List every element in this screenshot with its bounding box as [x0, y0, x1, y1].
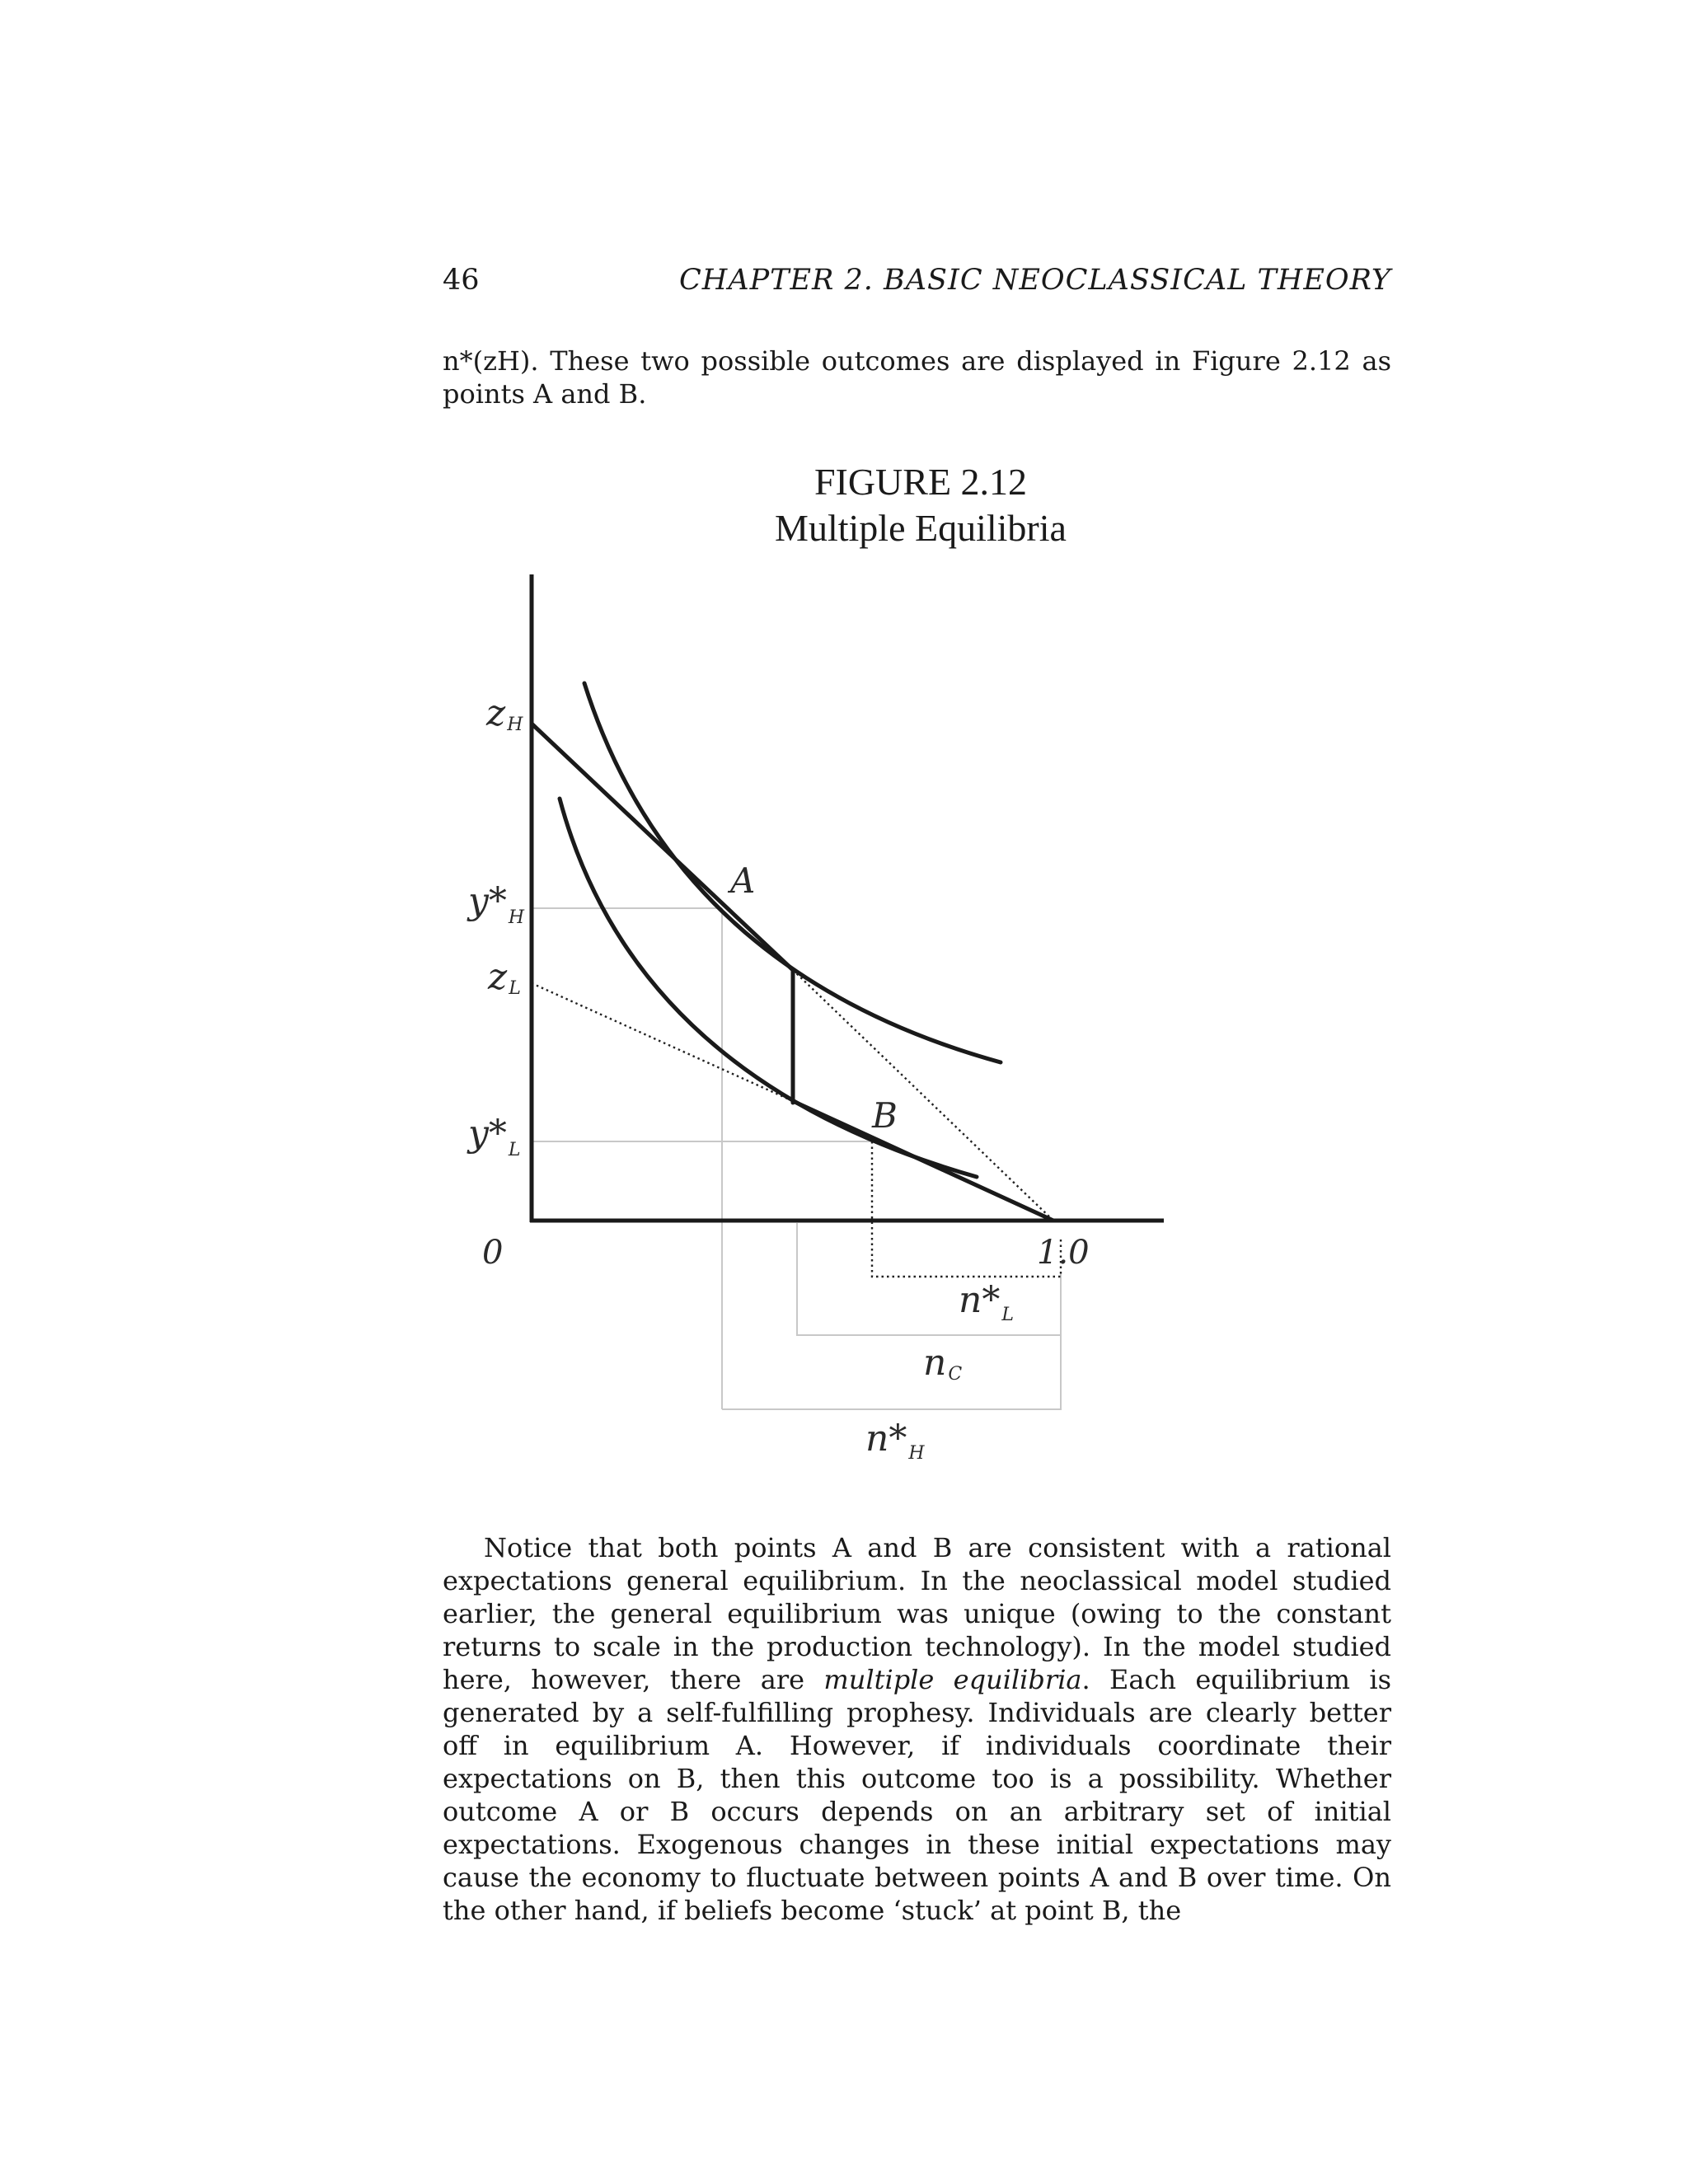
zH-budget-line — [532, 724, 793, 970]
label-nH: $n*_H$ — [865, 1418, 925, 1464]
figure-caption: Multiple Equilibria — [775, 507, 1067, 549]
nC-bracket — [797, 1223, 1061, 1335]
nH-bracket — [722, 1336, 1061, 1409]
label-yL: $y*_L$ — [468, 1113, 521, 1160]
zL-dotted-line — [532, 983, 793, 1101]
body-text-start: Notice that both points A and B are consistent with a rational expectations general equilibrium. In the neoclassical model studied earlier, the general equilibrium was unique (owing to the constant returns to scale in the production technology). In the model studied here, however, there are — [443, 1532, 1391, 1695]
body-text-emphasis: multiple equilibria — [823, 1664, 1082, 1695]
body-text-end: . Each equilibrium is generated by a self-fulfilling prophesy. Individuals are clearly better off in equilibrium A. However, if individuals coordinate their expectations on B, then this outcome too is a possibility. Whether outcome A or B occurs depends on an arbitrary set of initial expectations. Exogenous changes in these initial expectations may cause the economy to fluctuate between points A and B over time. On the other hand, if beliefs become ‘stuck’ at point B, the — [443, 1664, 1392, 1926]
figure-label: FIGURE 2.12 — [814, 461, 1028, 503]
body-paragraph — [443, 1531, 1391, 1927]
label-point-B: B — [872, 1095, 898, 1136]
lower-indifference-curve — [560, 799, 977, 1177]
label-zL: zL — [488, 956, 521, 999]
label-zH: zH — [486, 692, 523, 735]
label-one: 1.0 — [1037, 1234, 1090, 1272]
label-yH: $y*_H$ — [468, 880, 525, 928]
label-nL: $n*_L$ — [959, 1279, 1014, 1325]
intro-paragraph: n*(zH). These two possible outcomes are displayed in Figure 2.12 as points A and B. — [443, 345, 1391, 410]
running-head: CHAPTER 2. BASIC NEOCLASSICAL THEORY — [679, 264, 1391, 297]
label-point-A: A — [730, 860, 756, 901]
page-number: 46 — [443, 264, 480, 297]
label-nC: nC — [923, 1342, 963, 1385]
label-origin: 0 — [482, 1234, 504, 1272]
tangent-dotted-line — [793, 970, 1053, 1221]
